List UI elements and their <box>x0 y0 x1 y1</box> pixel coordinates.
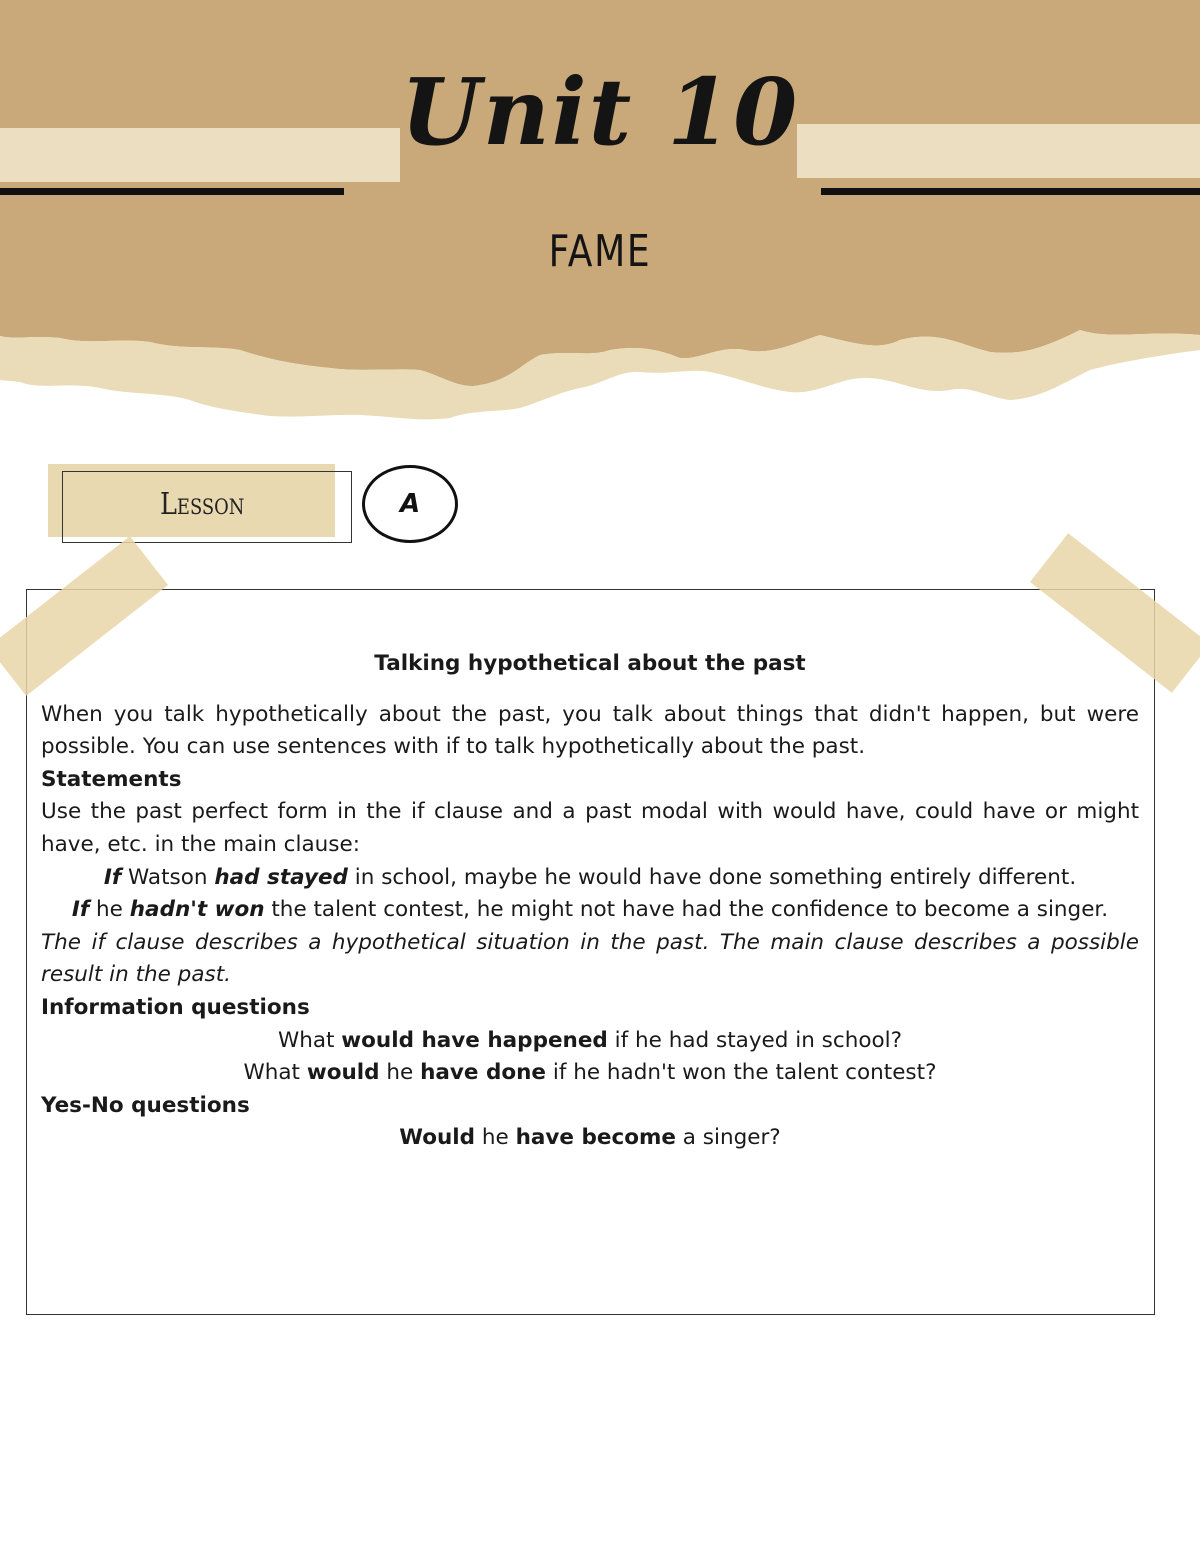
lesson-letter: A <box>399 489 421 519</box>
title-rule-left <box>0 188 344 195</box>
statement-example-1: If Watson had stayed in school, maybe he would have done something entirely different. <box>103 864 1077 890</box>
statements-note: The if clause describes a hypothetical situation in the past. The main clause describes a possible result in the past. <box>41 929 1139 988</box>
info-question-1: What would have happened if he had stayed in school? <box>277 1027 903 1053</box>
statements-text: Use the past perfect form in the if clause and a past modal with would have, could have or might have, etc. in the main clause: <box>41 799 1139 857</box>
yes-no-question-1: Would he have become a singer? <box>399 1125 781 1151</box>
statements-heading: Statements <box>41 766 182 792</box>
yes-no-heading: Yes-No questions <box>41 1092 250 1118</box>
grammar-title: Talking hypothetical about the past <box>374 651 806 676</box>
lesson-letter-circle <box>362 465 458 543</box>
unit-subtitle: FAME <box>548 226 652 277</box>
lesson-label: Lesson <box>160 487 245 522</box>
info-question-2: What would he have done if he hadn't won the talent contest? <box>243 1060 937 1086</box>
unit-title: Unit 10 <box>400 58 800 166</box>
info-questions-heading: Information questions <box>41 994 310 1020</box>
grammar-box-content <box>41 648 1139 1155</box>
title-rule-right <box>821 188 1200 195</box>
grammar-intro: When you talk hypothetically about the past, you talk about things that didn't happen, but were possible. You can use sentences with if to talk hypothetically about the past. <box>41 701 1139 760</box>
statement-example-2: If he hadn't won the talent contest, he might not have had the confidence to become a singer. <box>71 897 1109 923</box>
